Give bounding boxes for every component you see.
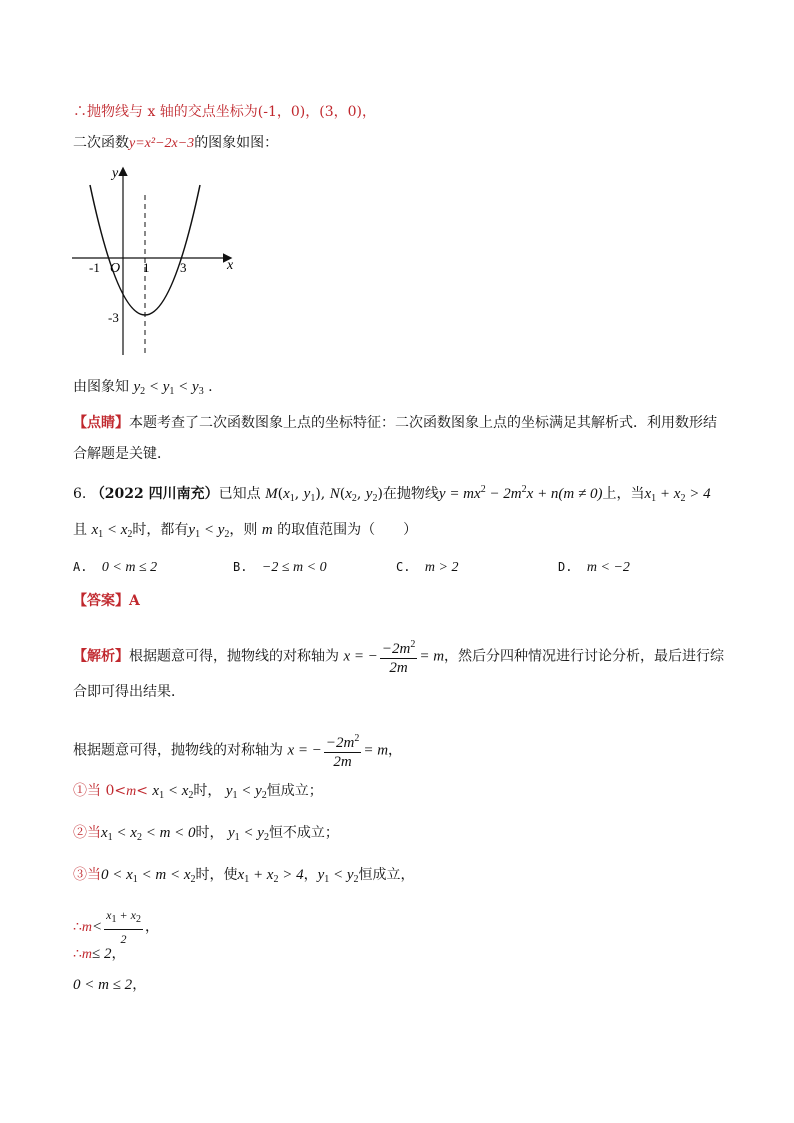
question-text: ，则 [229,522,258,538]
y-axis-label: y [112,166,119,181]
case-text: ①当 0< [73,783,127,799]
text-suffix: 的图象如图： [194,135,279,151]
question-source: （2022 四川南充） [90,486,219,502]
question-text: 上，当 [602,486,645,502]
case-2-line: ②当$x_1 < x_2 < m < 0$时， $y_1 < y_2$恒不成立； [73,825,339,843]
question-text: 时，都有 [132,522,189,538]
case-text: ③当 [73,867,101,883]
dianjing-text-1: 本题考查了二次函数图象上点的坐标特征：二次函数图象上点的坐标满足其解析式．利用数形结 [129,415,717,431]
case-text: 恒成立； [266,783,323,799]
case-text: ， [303,867,318,883]
case-text: 时，使 [195,867,238,883]
case-text: 时， [193,783,222,799]
option-text: m > 2 [424,560,459,575]
analysis-line-2: 合即可得出结果． [73,684,185,700]
x-axis-label: x [227,258,234,273]
question-6-line-2: 且 $x_1 < x_2$时，都有$y_1 < y_2$，则 m 的取值范围为（ ） [73,522,418,540]
therefore-symbol: ∴ [73,919,82,935]
parabola-graph [70,165,240,360]
tick-label-1: 1 [143,260,150,275]
therefore-symbol: ∴ [73,946,82,962]
text-line-function-graph [73,133,278,154]
text-suffix: . [208,379,213,395]
question-text: 且 [73,522,87,538]
analysis-text: 根据题意可得，抛物线的对称轴为 [73,742,283,759]
tick-label-3: 3 [180,260,187,275]
option-text: m < −2 [586,560,630,575]
option-c[interactable] [396,560,458,576]
dianjing-tag: 【点睛】 [73,415,129,431]
dianjing-line-2: 合解题是关键． [73,446,171,462]
case-text: 恒不成立； [268,825,339,841]
therefore-line-2: ∴m≤ 2， [73,946,126,962]
analysis-text: ，然后分四种情况进行讨论分析，最后进行综 [444,648,725,665]
case-text: 时， [195,825,224,841]
question-text: 在抛物线 [382,486,439,502]
option-text: −2 ≤ m < 0 [261,560,327,575]
text-prefix: 二次函数 [73,135,129,151]
answer-value: A [129,593,140,609]
option-a[interactable] [73,560,157,576]
question-text: 已知点 [218,486,261,502]
text-line-conclusion: 由图象知 $y_2 < y_1 < y_3$ . [73,379,213,397]
option-b[interactable] [233,560,327,576]
analysis-line-3: 根据题意可得，抛物线的对称轴为 x = − $\frac{-2m^2}{2m}$ = m， [73,730,402,771]
option-letter: B. [233,560,248,574]
case-text: 恒成立， [358,867,415,883]
option-letter: C. [396,560,411,574]
answer-tag: 【答案】 [73,593,129,609]
question-6-line-1: 6. （2022 四川南充）已知点 $M(x_1$, $y_1$), $N(x_2$, $y_2$)在抛物线$y = mx^2 - 2m^2x + n(m \ne 0)$上，当$x_1 + x_2 > 4$ [73,484,711,504]
case-text: ②当 [73,825,101,841]
question-number: 6. [73,486,87,502]
origin-label: O [110,261,121,276]
text-prefix: 由图象知 [73,379,129,395]
option-d[interactable] [558,560,630,576]
option-text: 0 < m ≤ 2 [101,560,158,575]
option-letter: D. [558,560,573,574]
text-line-intersections: ∴抛物线与 x 轴的交点坐标为(-1，0)，(3，0)， [73,104,377,120]
function-expression: y=x²−2x−3 [129,136,195,151]
therefore-line-1: ∴m< $\frac{x_1 + x_2}{2}$ ， [73,908,159,946]
option-letter: A. [73,560,88,574]
dianjing-line-1 [73,413,717,433]
analysis-text: 根据题意可得，抛物线的对称轴为 [129,648,339,665]
analysis-line-1: 【解析】根据题意可得，抛物线的对称轴为 x = − $\frac{-2m^2}{2m}$ = m，然后分四种情况进行讨论分析，最后进行综 [73,636,724,677]
answer-line [73,591,140,611]
analysis-tag: 【解析】 [73,648,129,665]
tick-label-neg1: -1 [89,260,100,275]
question-text: 的取值范围为（ ） [277,522,418,538]
result-line: 0 < m ≤ 2， [73,977,147,993]
tick-label-neg3: -3 [108,310,119,325]
case-1-line: ①当 $0<m< x_1 < x_2$时， $y_1 < y_2$恒成立； [73,783,323,801]
case-3-line: ③当$0 < x_1 < m < x_2$时，使$x_1 + x_2 > 4$，$y_1 < y_2$恒成立， [73,867,415,885]
